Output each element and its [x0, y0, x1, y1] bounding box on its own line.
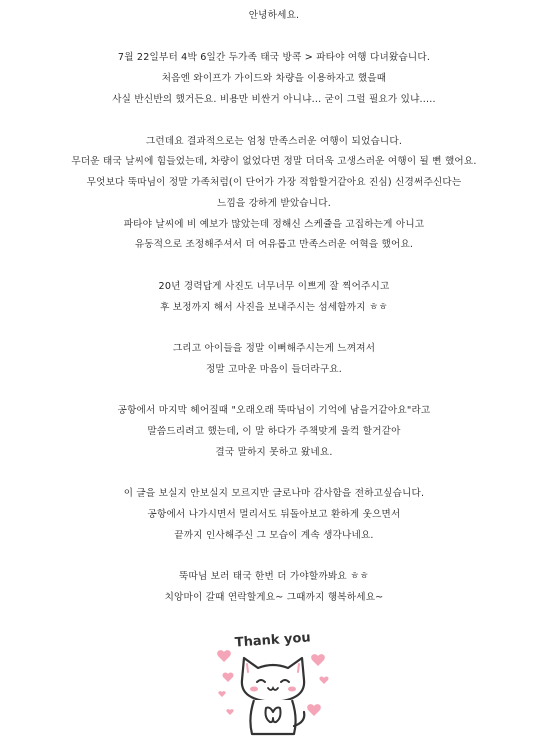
paragraph-line: 7월 22일부터 4박 6일간 두가족 태국 방콕 > 파타야 여행 다녀왔습니다.: [117, 52, 431, 63]
paragraph-line: 무더운 태국 날씨에 힘들었는데, 차량이 없었다면 정말 더더욱 고생스러운 여행이 될 뻔 했어요.: [71, 156, 477, 167]
paragraph-line: 끝까지 인사해주신 그 모습이 계속 생각나네요.: [174, 530, 374, 541]
paragraph-line: 그리고 아이들을 정말 이뻐해주시는게 느껴져서: [172, 343, 376, 354]
greeting-line: 안녕하세요.: [248, 10, 300, 21]
paragraph-line: 후 보정까지 해서 사진을 보내주시는 섬세함까지 ㅎㅎ: [160, 302, 388, 313]
thank-you-cat-sticker-icon: [214, 622, 332, 740]
paragraph-line: 정말 고마운 마음이 들더라구요.: [205, 364, 343, 375]
paragraph-line: 공항에서 나가시면서 멀리서도 뒤돌아보고 환하게 웃으면서: [147, 509, 401, 520]
paragraph-line: 뚝따님 보러 태국 한번 더 가야할까봐요 ㅎㅎ: [179, 571, 369, 582]
paragraph-line: 느낌을 강하게 받았습니다.: [217, 198, 331, 209]
paragraph-line: 말씀드리려고 했는데, 이 말 하다가 주책맞게 울컥 할거같아: [147, 426, 401, 437]
thank-you-lettering: Thank you: [234, 630, 312, 651]
paragraph-line: 무엇보다 뚝따님이 정말 가족처럼(이 단어가 가장 적합할거같아요 진심) 신경써주신다는: [86, 177, 462, 188]
paragraph-line: 공항에서 마지막 헤어질때 "오래오래 뚝따님이 기억에 남을거같아요"라고: [117, 405, 431, 416]
paragraph-line: 유동적으로 조정해주셔서 더 여유롭고 만족스러운 여혁을 했어요.: [134, 239, 414, 250]
paragraph-line: 그런데요 결과적으로는 엄청 만족스러운 여행이 되었습니다.: [145, 136, 403, 147]
paragraph-line: 결국 말하지 못하고 왔네요.: [215, 447, 333, 458]
paragraph-line: 이 글을 보실지 안보실지 모르지만 글로나마 감사함을 전하고싶습니다.: [123, 488, 425, 499]
paragraph-line: 20년 경력답게 사진도 너무너무 이쁘게 잘 찍어주시고: [158, 281, 390, 292]
paragraph-line: 파타야 날씨에 비 예보가 많았는데 정해신 스케쥴을 고집하는게 아니고: [123, 219, 425, 230]
paragraph-line: 처음엔 와이프가 가이드와 차량을 이용하자고 했을때: [161, 73, 387, 84]
paragraph-line: 사실 반신반의 했거든요. 비용만 비싼거 아니냐... 굳이 그럴 필요가 있냐.....: [112, 94, 436, 105]
paragraph-line: 치앙마이 갈때 연락할게요~ 그때까지 행복하세요~: [164, 592, 384, 603]
